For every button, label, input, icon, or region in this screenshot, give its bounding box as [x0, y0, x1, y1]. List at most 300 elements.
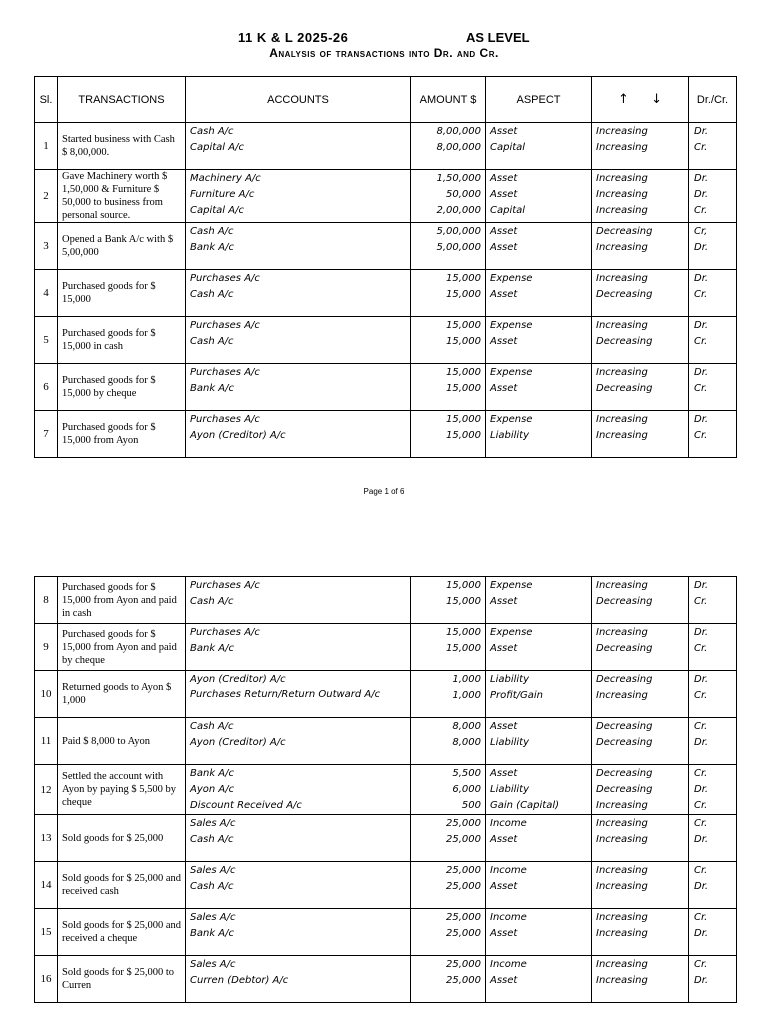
- direction-cell: [592, 317, 689, 364]
- serial-number-cell: 15: [35, 909, 58, 956]
- aspect-value: Asset: [490, 596, 518, 607]
- document-header: [0, 30, 768, 70]
- table-body: [35, 577, 737, 1003]
- drcr-value: Cr.: [694, 690, 708, 701]
- aspect-cell: [486, 317, 592, 364]
- amount-cell: [411, 624, 486, 671]
- direction-value: Decreasing: [596, 226, 653, 237]
- serial-number-cell: 2: [35, 170, 58, 223]
- amount-value: 15,000: [446, 414, 481, 425]
- transaction-cell: Purchased goods for $ 15,000 by cheque: [58, 364, 186, 411]
- direction-value: Increasing: [596, 818, 648, 829]
- amount-value: 25,000: [446, 865, 481, 876]
- amount-value: 8,00,000: [436, 142, 481, 153]
- aspect-cell: [486, 671, 592, 718]
- serial-number-cell: 16: [35, 956, 58, 1003]
- direction-value: Increasing: [596, 959, 648, 970]
- drcr-value: Dr.: [694, 881, 709, 892]
- direction-value: Increasing: [596, 912, 648, 923]
- transaction-cell: Purchased goods for $ 15,000 from Ayon and paid by cheque: [58, 624, 186, 671]
- amount-value: 25,000: [446, 928, 481, 939]
- direction-cell: [592, 718, 689, 765]
- aspect-cell: [486, 624, 592, 671]
- table-row: [35, 909, 737, 956]
- aspect-cell: [486, 123, 592, 170]
- amount-value: 15,000: [446, 336, 481, 347]
- account-name: Purchases A/c: [190, 627, 260, 638]
- aspect-value: Expense: [490, 580, 533, 591]
- amount-cell: [411, 270, 486, 317]
- amount-value: 15,000: [446, 627, 481, 638]
- direction-cell: [592, 956, 689, 1003]
- col-header-drcr: Dr./Cr.: [689, 77, 737, 123]
- amount-cell: [411, 671, 486, 718]
- amount-value: 8,000: [452, 737, 481, 748]
- accounts-cell: [186, 270, 411, 317]
- accounts-cell: [186, 718, 411, 765]
- amount-value: 25,000: [446, 834, 481, 845]
- document-subtitle: Analysis of transactions into Dr. and Cr.: [269, 46, 499, 60]
- transaction-cell: Purchased goods for $ 15,000 in cash: [58, 317, 186, 364]
- drcr-value: Cr.: [694, 289, 708, 300]
- aspect-value: Liability: [490, 784, 529, 795]
- account-name: Bank A/c: [190, 242, 235, 253]
- drcr-value: Cr.: [694, 768, 708, 779]
- drcr-value: Dr.: [694, 173, 709, 184]
- transaction-cell: Returned goods to Ayon $ 1,000: [58, 671, 186, 718]
- direction-cell: [592, 765, 689, 815]
- accounts-cell: [186, 909, 411, 956]
- transaction-cell: Paid $ 8,000 to Ayon: [58, 718, 186, 765]
- col-header-accounts: ACCOUNTS: [186, 77, 411, 123]
- amount-value: 25,000: [446, 959, 481, 970]
- direction-value: Increasing: [596, 189, 648, 200]
- col-header-direction: [592, 77, 689, 123]
- drcr-cell: [689, 909, 737, 956]
- table-row: [35, 223, 737, 270]
- col-header-aspect: ASPECT: [486, 77, 592, 123]
- amount-value: 15,000: [446, 367, 481, 378]
- direction-value: Decreasing: [596, 336, 653, 347]
- direction-cell: [592, 909, 689, 956]
- direction-value: Decreasing: [596, 737, 653, 748]
- aspect-value: Income: [490, 912, 527, 923]
- drcr-value: Cr.: [694, 721, 708, 732]
- direction-value: Increasing: [596, 865, 648, 876]
- drcr-value: Dr.: [694, 674, 709, 685]
- drcr-cell: [689, 577, 737, 624]
- aspect-value: Liability: [490, 737, 529, 748]
- aspect-value: Asset: [490, 189, 518, 200]
- amount-cell: [411, 411, 486, 458]
- drcr-value: Dr.: [694, 414, 709, 425]
- account-name: Sales A/c: [190, 959, 236, 970]
- aspect-value: Liability: [490, 674, 529, 685]
- direction-value: Increasing: [596, 173, 648, 184]
- direction-cell: [592, 815, 689, 862]
- amount-cell: [411, 815, 486, 862]
- col-header-transactions: TRANSACTIONS: [58, 77, 186, 123]
- drcr-value: Dr.: [694, 784, 709, 795]
- level-label: AS LEVEL: [466, 30, 530, 45]
- transaction-cell: Purchased goods for $ 15,000 from Ayon and paid in cash: [58, 577, 186, 624]
- direction-cell: [592, 270, 689, 317]
- direction-value: Increasing: [596, 205, 648, 216]
- transactions-table-page-1: [34, 76, 737, 458]
- serial-number-cell: 3: [35, 223, 58, 270]
- drcr-value: Dr.: [694, 975, 709, 986]
- amount-value: 15,000: [446, 383, 481, 394]
- table-row: [35, 956, 737, 1003]
- amount-cell: [411, 765, 486, 815]
- amount-value: 15,000: [446, 430, 481, 441]
- direction-value: Increasing: [596, 367, 648, 378]
- amount-value: 15,000: [446, 273, 481, 284]
- transaction-cell: Sold goods for $ 25,000 and received a cheque: [58, 909, 186, 956]
- aspect-value: Expense: [490, 627, 533, 638]
- drcr-value: Dr.: [694, 928, 709, 939]
- col-header-sl: Sl.: [35, 77, 58, 123]
- serial-number-cell: 8: [35, 577, 58, 624]
- drcr-cell: [689, 671, 737, 718]
- drcr-value: Dr.: [694, 273, 709, 284]
- aspect-value: Asset: [490, 928, 518, 939]
- account-name: Cash A/c: [190, 289, 234, 300]
- serial-number-cell: 13: [35, 815, 58, 862]
- drcr-value: Dr.: [694, 242, 709, 253]
- accounts-cell: [186, 862, 411, 909]
- amount-value: 15,000: [446, 289, 481, 300]
- drcr-cell: [689, 718, 737, 765]
- drcr-cell: [689, 223, 737, 270]
- account-name: Purchases A/c: [190, 320, 260, 331]
- transaction-cell: Purchased goods for $ 15,000 from Ayon: [58, 411, 186, 458]
- drcr-cell: [689, 317, 737, 364]
- account-name: Ayon A/c: [190, 784, 235, 795]
- account-name: Ayon (Creditor) A/c: [190, 674, 286, 685]
- drcr-value: Dr.: [694, 627, 709, 638]
- account-name: Curren (Debtor) A/c: [190, 975, 289, 986]
- direction-cell: [592, 862, 689, 909]
- direction-value: Increasing: [596, 928, 648, 939]
- account-name: Cash A/c: [190, 336, 234, 347]
- direction-value: Decreasing: [596, 768, 653, 779]
- aspect-value: Liability: [490, 430, 529, 441]
- direction-value: Increasing: [596, 320, 648, 331]
- table-row: [35, 624, 737, 671]
- drcr-cell: [689, 411, 737, 458]
- serial-number-cell: 7: [35, 411, 58, 458]
- amount-value: 15,000: [446, 596, 481, 607]
- aspect-value: Expense: [490, 414, 533, 425]
- drcr-cell: [689, 270, 737, 317]
- aspect-value: Capital: [490, 142, 526, 153]
- transaction-cell: Started business with Cash $ 8,00,000.: [58, 123, 186, 170]
- amount-value: 25,000: [446, 975, 481, 986]
- accounts-cell: [186, 765, 411, 815]
- aspect-value: Income: [490, 865, 527, 876]
- transaction-cell: Opened a Bank A/c with $ 5,00,000: [58, 223, 186, 270]
- direction-value: Increasing: [596, 430, 648, 441]
- direction-value: Decreasing: [596, 383, 653, 394]
- aspect-value: Asset: [490, 226, 518, 237]
- direction-value: Increasing: [596, 126, 648, 137]
- arrow-up-icon: ↑: [617, 92, 629, 107]
- direction-cell: [592, 170, 689, 223]
- drcr-cell: [689, 364, 737, 411]
- direction-value: Increasing: [596, 580, 648, 591]
- amount-value: 15,000: [446, 580, 481, 591]
- direction-value: Increasing: [596, 800, 648, 811]
- direction-value: Increasing: [596, 273, 648, 284]
- direction-value: Decreasing: [596, 721, 653, 732]
- drcr-value: Cr.: [694, 336, 708, 347]
- drcr-value: Cr,: [694, 226, 708, 237]
- drcr-value: Dr.: [694, 834, 709, 845]
- account-name: Bank A/c: [190, 768, 235, 779]
- table-row: [35, 317, 737, 364]
- aspect-value: Income: [490, 818, 527, 829]
- serial-number-cell: 5: [35, 317, 58, 364]
- amount-value: 25,000: [446, 912, 481, 923]
- aspect-value: Profit/Gain: [490, 690, 544, 701]
- direction-cell: [592, 223, 689, 270]
- direction-value: Decreasing: [596, 289, 653, 300]
- drcr-value: Cr.: [694, 383, 708, 394]
- direction-cell: [592, 123, 689, 170]
- drcr-cell: [689, 765, 737, 815]
- account-name: Furniture A/c: [190, 189, 255, 200]
- aspect-value: Asset: [490, 336, 518, 347]
- aspect-value: Asset: [490, 975, 518, 986]
- account-name: Sales A/c: [190, 818, 236, 829]
- drcr-value: Cr.: [694, 596, 708, 607]
- aspect-value: Expense: [490, 367, 533, 378]
- drcr-cell: [689, 956, 737, 1003]
- account-name: Cash A/c: [190, 881, 234, 892]
- amount-value: 1,50,000: [436, 173, 481, 184]
- account-name: Discount Received A/c: [190, 800, 302, 811]
- aspect-value: Asset: [490, 383, 518, 394]
- drcr-value: Dr.: [694, 367, 709, 378]
- accounts-cell: [186, 577, 411, 624]
- drcr-value: Dr.: [694, 126, 709, 137]
- drcr-cell: [689, 170, 737, 223]
- amount-value: 5,500: [452, 768, 481, 779]
- amount-cell: [411, 317, 486, 364]
- account-name: Cash A/c: [190, 226, 234, 237]
- aspect-cell: [486, 718, 592, 765]
- aspect-cell: [486, 577, 592, 624]
- amount-cell: [411, 956, 486, 1003]
- amount-value: 6,000: [452, 784, 481, 795]
- transaction-cell: Purchased goods for $ 15,000: [58, 270, 186, 317]
- direction-value: Decreasing: [596, 643, 653, 654]
- drcr-value: Cr.: [694, 959, 708, 970]
- account-name: Ayon (Creditor) A/c: [190, 737, 286, 748]
- account-name: Purchases A/c: [190, 367, 260, 378]
- amount-value: 50,000: [446, 189, 481, 200]
- amount-value: 15,000: [446, 320, 481, 331]
- direction-cell: [592, 671, 689, 718]
- direction-value: Increasing: [596, 690, 648, 701]
- table-row: [35, 411, 737, 458]
- account-name: Purchases A/c: [190, 414, 260, 425]
- arrow-down-icon: ↓: [651, 92, 663, 107]
- account-name: Capital A/c: [190, 142, 244, 153]
- accounts-cell: [186, 815, 411, 862]
- aspect-value: Asset: [490, 126, 518, 137]
- aspect-value: Asset: [490, 721, 518, 732]
- amount-cell: [411, 862, 486, 909]
- aspect-value: Capital: [490, 205, 526, 216]
- drcr-value: Cr.: [694, 205, 708, 216]
- direction-value: Increasing: [596, 834, 648, 845]
- direction-cell: [592, 411, 689, 458]
- page-number: Page 1 of 6: [363, 487, 405, 496]
- account-name: Cash A/c: [190, 834, 234, 845]
- transaction-cell: Sold goods for $ 25,000 to Curren: [58, 956, 186, 1003]
- drcr-cell: [689, 624, 737, 671]
- accounts-cell: [186, 123, 411, 170]
- transaction-cell: Sold goods for $ 25,000 and received cash: [58, 862, 186, 909]
- account-name: Bank A/c: [190, 928, 235, 939]
- class-label: 11 K & L 2025-26: [238, 30, 349, 45]
- direction-cell: [592, 624, 689, 671]
- aspect-value: Expense: [490, 320, 533, 331]
- amount-value: 8,00,000: [436, 126, 481, 137]
- direction-cell: [592, 364, 689, 411]
- aspect-cell: [486, 364, 592, 411]
- drcr-value: Cr.: [694, 912, 708, 923]
- amount-cell: [411, 123, 486, 170]
- amount-cell: [411, 909, 486, 956]
- amount-value: 5,00,000: [436, 226, 481, 237]
- aspect-value: Asset: [490, 834, 518, 845]
- aspect-cell: [486, 815, 592, 862]
- amount-cell: [411, 577, 486, 624]
- account-name: Purchases A/c: [190, 273, 260, 284]
- aspect-cell: [486, 765, 592, 815]
- aspect-cell: [486, 411, 592, 458]
- drcr-value: Dr.: [694, 320, 709, 331]
- accounts-cell: [186, 317, 411, 364]
- table-row: [35, 270, 737, 317]
- drcr-cell: [689, 862, 737, 909]
- account-name: Ayon (Creditor) A/c: [190, 430, 286, 441]
- amount-value: 5,00,000: [436, 242, 481, 253]
- amount-cell: [411, 170, 486, 223]
- direction-value: Increasing: [596, 142, 648, 153]
- table-row: [35, 577, 737, 624]
- accounts-cell: [186, 364, 411, 411]
- account-name: Sales A/c: [190, 912, 236, 923]
- aspect-value: Asset: [490, 768, 518, 779]
- amount-cell: [411, 718, 486, 765]
- aspect-cell: [486, 223, 592, 270]
- table-row: [35, 170, 737, 223]
- amount-value: 25,000: [446, 818, 481, 829]
- amount-value: 25,000: [446, 881, 481, 892]
- direction-value: Increasing: [596, 881, 648, 892]
- accounts-cell: [186, 170, 411, 223]
- accounts-cell: [186, 671, 411, 718]
- transaction-cell: Settled the account with Ayon by paying $ 5,500 by cheque: [58, 765, 186, 815]
- transaction-cell: Gave Machinery worth $ 1,50,000 & Furniture $ 50,000 to business from personal source.: [58, 170, 186, 223]
- serial-number-cell: 1: [35, 123, 58, 170]
- aspect-cell: [486, 956, 592, 1003]
- account-name: Bank A/c: [190, 383, 235, 394]
- transactions-table-page-2: [34, 576, 737, 1003]
- direction-value: Increasing: [596, 414, 648, 425]
- direction-value: Increasing: [596, 242, 648, 253]
- drcr-value: Cr.: [694, 430, 708, 441]
- serial-number-cell: 11: [35, 718, 58, 765]
- direction-value: Decreasing: [596, 784, 653, 795]
- accounts-cell: [186, 624, 411, 671]
- serial-number-cell: 10: [35, 671, 58, 718]
- amount-value: 8,000: [452, 721, 481, 732]
- table-header-row: [35, 77, 737, 123]
- direction-value: Increasing: [596, 975, 648, 986]
- amount-value: 15,000: [446, 643, 481, 654]
- account-name: Bank A/c: [190, 643, 235, 654]
- serial-number-cell: 14: [35, 862, 58, 909]
- table-row: [35, 364, 737, 411]
- amount-value: 2,00,000: [436, 205, 481, 216]
- amount-cell: [411, 223, 486, 270]
- account-name: Purchases Return/Return Outward A/c: [190, 689, 381, 700]
- table-row: [35, 718, 737, 765]
- serial-number-cell: 12: [35, 765, 58, 815]
- account-name: Capital A/c: [190, 205, 244, 216]
- account-name: Cash A/c: [190, 721, 234, 732]
- serial-number-cell: 4: [35, 270, 58, 317]
- aspect-cell: [486, 862, 592, 909]
- accounts-cell: [186, 411, 411, 458]
- aspect-cell: [486, 270, 592, 317]
- table-row: [35, 123, 737, 170]
- account-name: Cash A/c: [190, 596, 234, 607]
- table-body: [35, 123, 737, 458]
- aspect-cell: [486, 909, 592, 956]
- amount-cell: [411, 364, 486, 411]
- aspect-value: Asset: [490, 881, 518, 892]
- account-name: Cash A/c: [190, 126, 234, 137]
- amount-value: 1,000: [452, 674, 481, 685]
- drcr-value: Cr.: [694, 865, 708, 876]
- drcr-value: Cr.: [694, 800, 708, 811]
- amount-value: 500: [461, 800, 481, 811]
- accounts-cell: [186, 223, 411, 270]
- aspect-value: Asset: [490, 289, 518, 300]
- col-header-amount: AMOUNT $: [411, 77, 486, 123]
- accounts-cell: [186, 956, 411, 1003]
- account-name: Purchases A/c: [190, 580, 260, 591]
- aspect-value: Gain (Capital): [490, 800, 560, 811]
- aspect-value: Asset: [490, 242, 518, 253]
- drcr-value: Dr.: [694, 580, 709, 591]
- account-name: Machinery A/c: [190, 173, 261, 184]
- amount-value: 1,000: [452, 690, 481, 701]
- drcr-value: Cr.: [694, 818, 708, 829]
- aspect-value: Income: [490, 959, 527, 970]
- serial-number-cell: 9: [35, 624, 58, 671]
- direction-value: Decreasing: [596, 596, 653, 607]
- direction-value: Decreasing: [596, 674, 653, 685]
- drcr-value: Dr.: [694, 737, 709, 748]
- aspect-value: Asset: [490, 173, 518, 184]
